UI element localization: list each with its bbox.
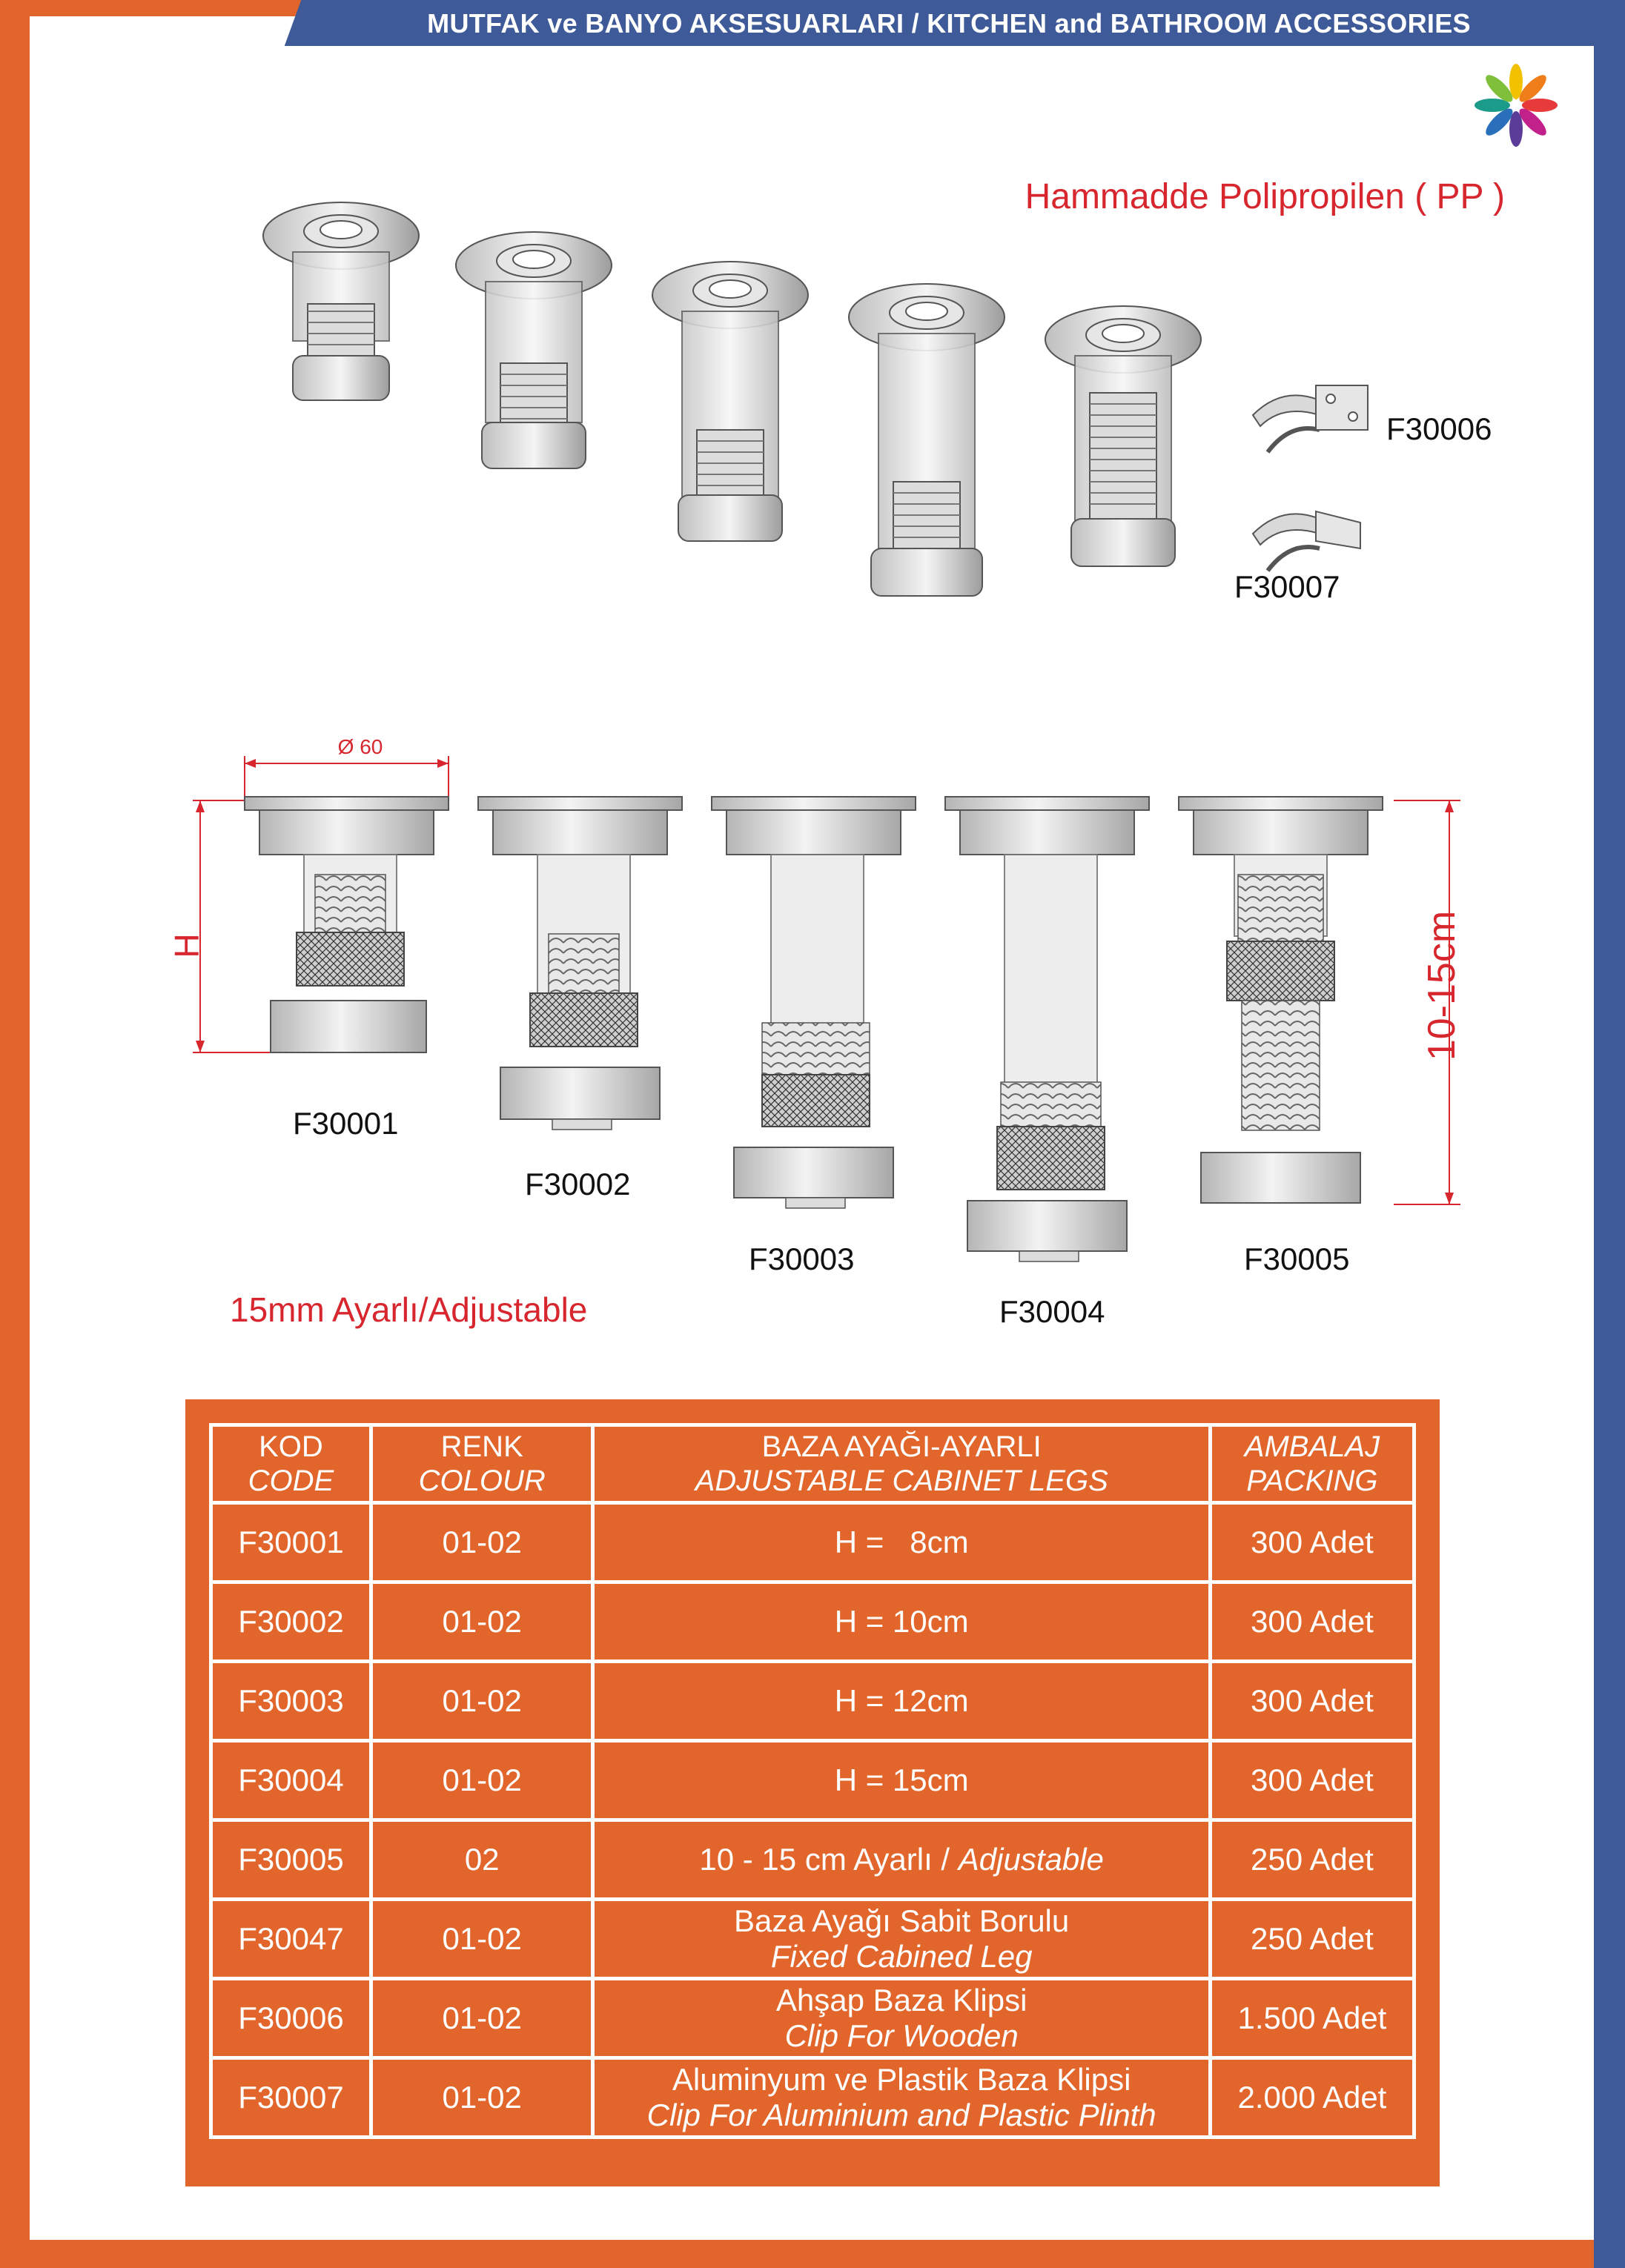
clip-code-top: F30006: [1386, 411, 1492, 446]
header-color-en: COLOUR: [418, 1465, 546, 1497]
row-color: 01-02: [371, 1900, 593, 1979]
flower-logo-icon: [1472, 59, 1561, 148]
row-desc-en: Adjustable: [958, 1842, 1104, 1877]
material-label: Hammadde Polipropilen ( PP ): [1025, 177, 1505, 216]
row-desc: [593, 1741, 1210, 1820]
header-code-tr: KOD: [259, 1430, 323, 1463]
header-color-tr: RENK: [440, 1430, 523, 1463]
spec-table: [209, 1423, 1416, 2139]
leg-side-f30003: [712, 797, 916, 1208]
table-row: [211, 1900, 1414, 1979]
leg-code-f30004: F30004: [999, 1294, 1105, 1329]
row-desc: [593, 2058, 1210, 2138]
leg-3d-f30005: [1045, 306, 1201, 566]
leg-side-f30004: [945, 797, 1149, 1261]
header-pack: [1210, 1425, 1414, 1503]
row-desc-tr: H = 10cm: [834, 1604, 969, 1639]
row-desc-tr: Aluminyum ve Plastik Baza Klipsi: [672, 2062, 1131, 2097]
row-desc-tr: Baza Ayağı Sabit Borulu: [734, 1903, 1070, 1938]
row-color: 02: [371, 1820, 593, 1900]
row-desc: [593, 1820, 1210, 1900]
frame-left-stripe: [0, 0, 30, 2268]
leg-code-f30002: F30002: [525, 1167, 631, 1201]
table-row: [211, 1979, 1414, 2058]
leg-side-f30005: [1179, 797, 1383, 1203]
table-row: [211, 2058, 1414, 2138]
frame-top-orange-stripe: [0, 0, 310, 16]
row-pack: 300 Adet: [1210, 1503, 1414, 1582]
row-pack: 300 Adet: [1210, 1662, 1414, 1741]
table-row: [211, 1662, 1414, 1741]
row-color: 01-02: [371, 1662, 593, 1741]
row-code: F30004: [211, 1741, 371, 1820]
row-desc: [593, 1900, 1210, 1979]
table-row: [211, 1820, 1414, 1900]
header-desc-en: ADJUSTABLE CABINET LEGS: [695, 1465, 1108, 1497]
leg-side-f30001: [245, 797, 449, 1052]
row-code: F30001: [211, 1503, 371, 1582]
row-code: F30005: [211, 1820, 371, 1900]
row-desc-tr: H = 8cm: [834, 1525, 969, 1559]
adjustable-label: 15mm Ayarlı/Adjustable: [230, 1290, 588, 1329]
diameter-label: Ø 60: [337, 735, 383, 758]
row-desc: [593, 1582, 1210, 1662]
header-title: MUTFAK ve BANYO AKSESUARLARI / KITCHEN and BATHROOM ACCESSORIES: [427, 8, 1471, 39]
clip-code-bottom: F30007: [1234, 569, 1340, 604]
header-code-en: CODE: [248, 1465, 334, 1497]
row-color: 01-02: [371, 1979, 593, 2058]
row-pack: 300 Adet: [1210, 1582, 1414, 1662]
row-desc-tr: Ahşap Baza Klipsi: [775, 1983, 1027, 2017]
legs-side-drawing: [148, 726, 1520, 1267]
row-color: 01-02: [371, 1582, 593, 1662]
clip-3d-f30007: [1253, 511, 1360, 571]
frame-right-stripe: [1594, 46, 1625, 2268]
row-code: F30007: [211, 2058, 371, 2138]
row-color: 01-02: [371, 1741, 593, 1820]
table-header-row: [211, 1425, 1414, 1503]
spec-table-panel: [185, 1399, 1440, 2186]
leg-code-f30005: F30005: [1244, 1241, 1350, 1276]
header-color: [371, 1425, 593, 1503]
leg-code-f30001: F30001: [293, 1106, 399, 1141]
table-row: [211, 1582, 1414, 1662]
header-code: [211, 1425, 371, 1503]
row-pack: 1.500 Adet: [1210, 1979, 1414, 2058]
row-desc-tr: 10 - 15 cm Ayarlı /: [699, 1842, 959, 1877]
leg-3d-f30004: [849, 284, 1005, 596]
row-pack: 250 Adet: [1210, 1820, 1414, 1900]
row-color: 01-02: [371, 2058, 593, 2138]
row-code: F30047: [211, 1900, 371, 1979]
row-pack: 250 Adet: [1210, 1900, 1414, 1979]
row-desc-en: Clip For Aluminium and Plastic Plinth: [646, 2098, 1156, 2132]
table-row: [211, 1741, 1414, 1820]
row-desc: [593, 1503, 1210, 1582]
leg-3d-f30003: [652, 262, 808, 541]
leg-3d-f30001: [263, 202, 419, 400]
row-pack: 300 Adet: [1210, 1741, 1414, 1820]
row-code: F30006: [211, 1979, 371, 2058]
row-pack: 2.000 Adet: [1210, 2058, 1414, 2138]
leg-side-f30002: [478, 797, 682, 1130]
header-pack-en: PACKING: [1246, 1465, 1378, 1497]
leg-3d-f30002: [456, 232, 612, 468]
row-desc-tr: H = 15cm: [834, 1763, 969, 1797]
row-code: F30002: [211, 1582, 371, 1662]
clip-3d-f30006: [1253, 385, 1368, 452]
table-row: [211, 1503, 1414, 1582]
header-desc: [593, 1425, 1210, 1503]
row-desc-en: Fixed Cabined Leg: [770, 1939, 1033, 1974]
height-label: H: [168, 933, 206, 958]
frame-bottom-stripe: [0, 2240, 1594, 2268]
row-desc-en: Clip For Wooden: [784, 2018, 1019, 2053]
range-label: 10-15cm: [1420, 910, 1463, 1061]
legs-3d-illustration: [245, 185, 1394, 645]
header-desc-tr: BAZA AYAĞI-AYARLI: [761, 1430, 1042, 1463]
header-pack-tr: AMBALAJ: [1244, 1430, 1380, 1463]
row-desc: [593, 1979, 1210, 2058]
row-color: 01-02: [371, 1503, 593, 1582]
row-desc-tr: H = 12cm: [834, 1683, 969, 1718]
row-desc: [593, 1662, 1210, 1741]
leg-code-f30003: F30003: [749, 1241, 855, 1276]
row-code: F30003: [211, 1662, 371, 1741]
